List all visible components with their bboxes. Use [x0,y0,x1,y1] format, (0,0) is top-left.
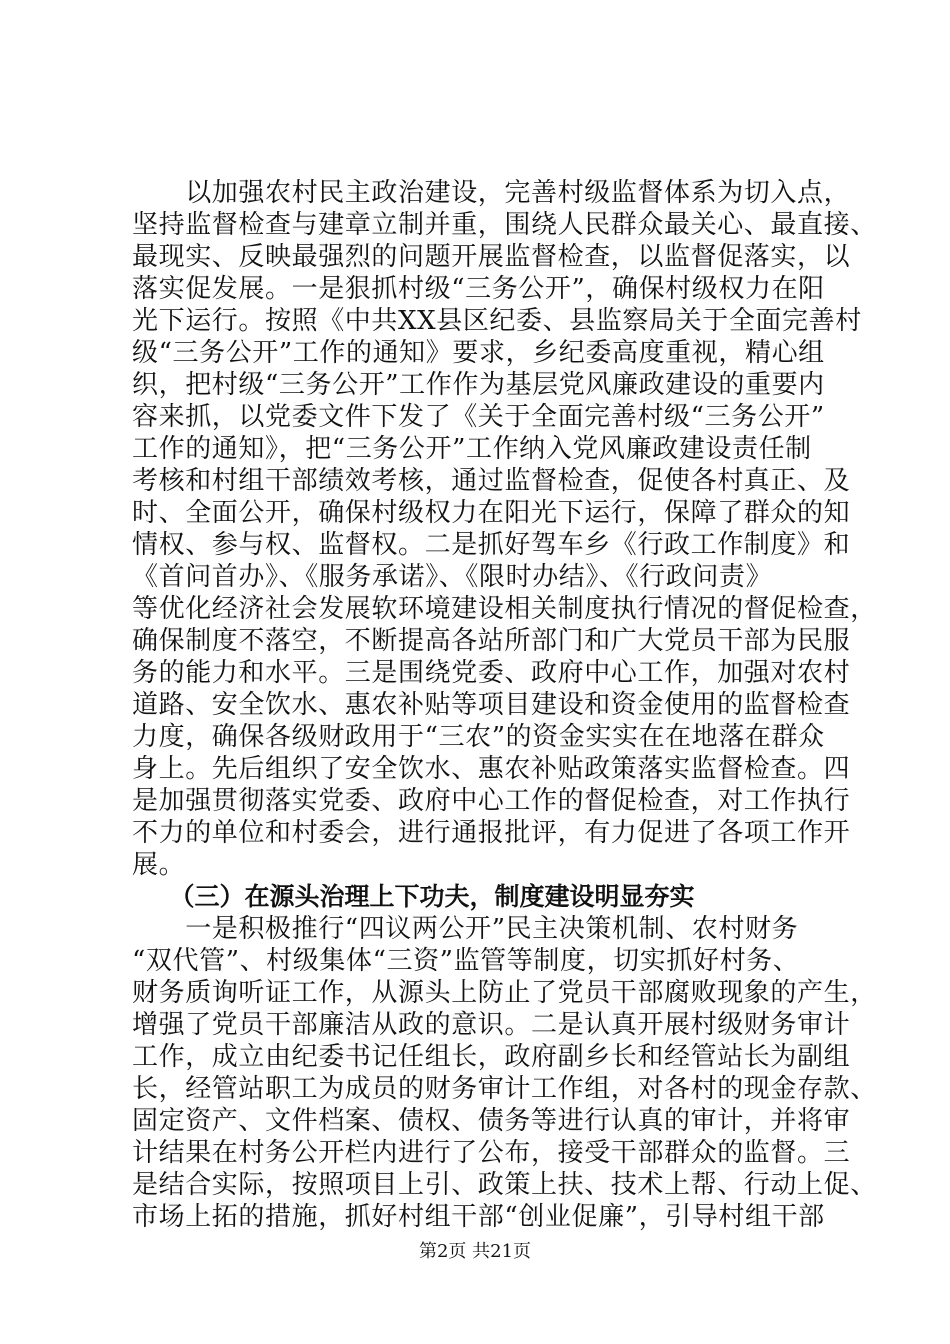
paragraph-line: 计结果在村务公开栏内进行了公布，接受干部群众的监督。三 [132,1138,851,1168]
paragraph-line: 是加强贯彻落实党委、政府中心工作的督促检查，对工作执行 [132,786,851,816]
paragraph-line: 织，把村级“三务公开”工作作为基层党风廉政建设的重要内 [132,370,825,400]
paragraph-line: 展。 [132,850,186,880]
paragraph-line: 是结合实际，按照项目上引、政策上扶、技术上帮、行动上促、 [132,1170,877,1200]
section-heading: （三）在源头治理上下功夫，制度建设明显夯实 [132,882,695,911]
paragraph-line: “双代管”、村级集体“三资”监管等制度，切实抓好村务、 [132,946,800,976]
paragraph-line: 工作的通知》，把“三务公开”工作纳入党风廉政建设责任制 [132,434,812,464]
paragraph-line: 身上。先后组织了安全饮水、惠农补贴政策落实监督检查。四 [132,754,851,784]
paragraph-line: 最现实、反映最强烈的问题开展监督检查，以监督促落实，以 [132,242,851,272]
paragraph-line: 光下运行。按照《中共XX县区纪委、县监察局关于全面完善村 [132,306,862,336]
paragraph-line: 力度，确保各级财政用于“三农”的资金实实在在地落在群众 [132,722,825,752]
paragraph-line: 市场上拓的措施，抓好村组干部“创业促廉”，引导村组干部 [132,1202,825,1232]
paragraph-line: 《首问首办》、《服务承诺》、《限时办结》、《行政问责》 [132,562,773,592]
paragraph-line: 坚持监督检查与建章立制并重，围绕人民群众最关心、最直接、 [132,210,877,240]
paragraph-line: 考核和村组干部绩效考核，通过监督检查，促使各村真正、及 [132,466,851,496]
paragraph-line: 等优化经济社会发展软环境建设相关制度执行情况的督促检查， [132,594,877,624]
paragraph-line: 道路、安全饮水、惠农补贴等项目建设和资金使用的监督检查 [132,690,851,720]
paragraph-line: 增强了党员干部廉洁从政的意识。二是认真开展村级财务审计 [132,1010,851,1040]
paragraph-line: 确保制度不落空，不断提高各站所部门和广大党员干部为民服 [132,626,851,656]
paragraph-line: 务的能力和水平。三是围绕党委、政府中心工作，加强对农村 [132,658,851,688]
page-number-footer: 第2页 共21页 [418,1241,532,1262]
paragraph-line: 落实促发展。一是狠抓村级“三务公开”，确保村级权力在阳 [132,274,825,304]
paragraph-line: 以加强农村民主政治建设，完善村级监督体系为切入点， [132,178,851,208]
paragraph-line: 固定资产、文件档案、债权、债务等进行认真的审计，并将审 [132,1106,851,1136]
paragraph-line: 级“三务公开”工作的通知》要求，乡纪委高度重视，精心组 [132,338,825,368]
paragraph-line: 容来抓，以党委文件下发了《关于全面完善村级“三务公开” [132,402,825,432]
paragraph-line: 情权、参与权、监督权。二是抓好驾车乡《行政工作制度》和 [132,530,851,560]
paragraph-line: 财务质询听证工作，从源头上防止了党员干部腐败现象的产生， [132,978,877,1008]
paragraph-line: 时、全面公开，确保村级权力在阳光下运行，保障了群众的知 [132,498,851,528]
paragraph-line: 不力的单位和村委会，进行通报批评，有力促进了各项工作开 [132,818,851,848]
paragraph-line: 工作，成立由纪委书记任组长，政府副乡长和经管站长为副组 [132,1042,851,1072]
paragraph-line: 长，经管站职工为成员的财务审计工作组，对各村的现金存款、 [132,1074,877,1104]
paragraph-line: 一是积极推行“四议两公开”民主决策机制、农村财务 [132,914,799,944]
